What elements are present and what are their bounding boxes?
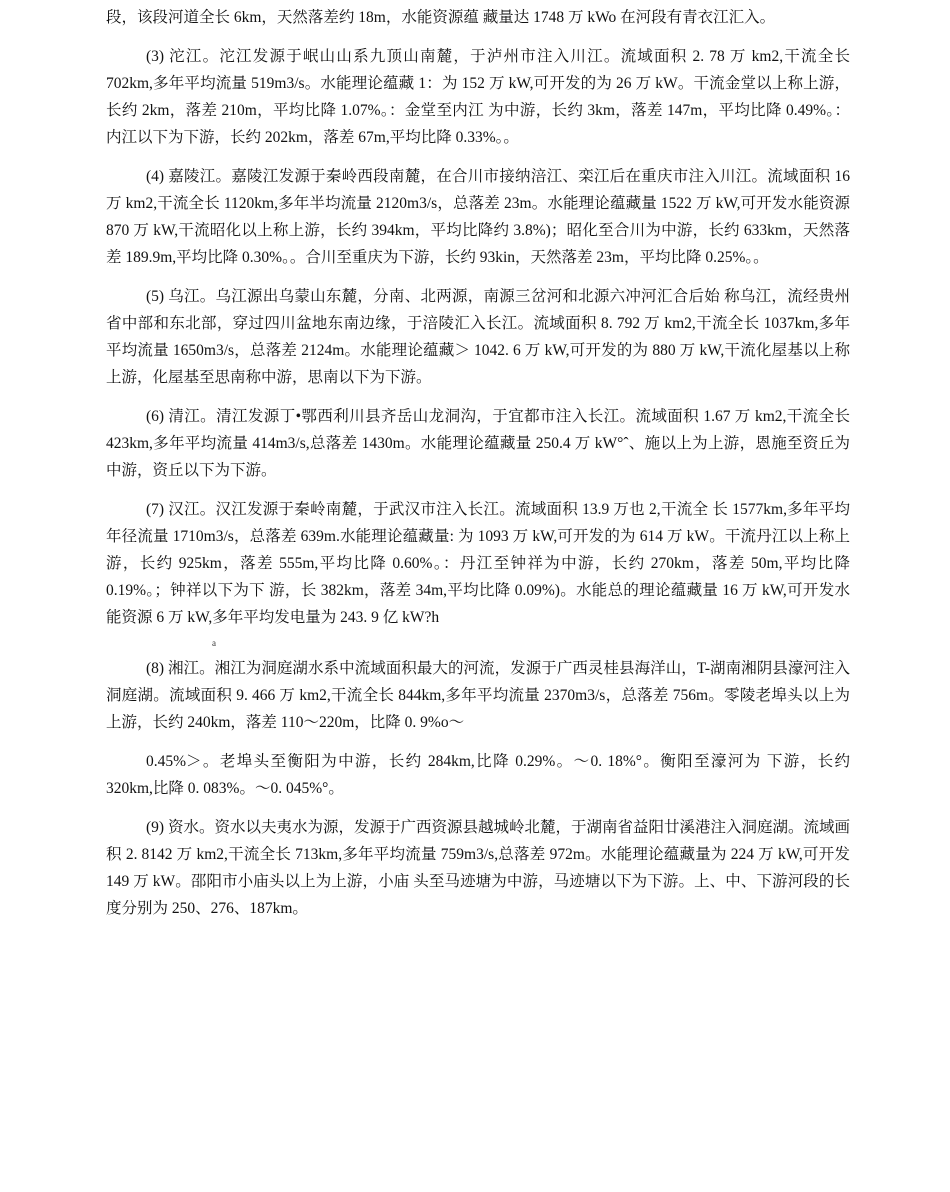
- paragraph-hanjiang: (7) 汉江。汉江发源于秦岭南麓，于武汉市注入长江。流域面积 13.9 万也 2,干流全 长 1577km,多年平均年径流量 1710m3/s，总落差 639m.水能理论蕴藏量: 为 1093 万 kW,可开发的为 614 万 kW。干流丹江以上称上游，长约 925km，落差 555m,平均比降 0.60%。：丹江至钟祥为中游，长约 270km，落差 50m,平均比降 0.19%。；钟祥以下为下 游，长 382km，落差 34m,平均比降 0.09%)。水能总的理论蕴藏量 16 万 kW,可开发水 能资源 6 万 kW,多年平均发电量为 243. 9 亿 kW?h: [106, 501, 850, 626]
- paragraph-qingjiang: (6) 清江。清江发源丁•鄂西利川县齐岳山龙洞沟，于宜都市注入长江。流域面积 1.67 万 km2,干流全长 423km,多年平均流量 414m3/s,总落差 1430m。水能理论蕴藏量 250.4 万 kW°ˆ、施以上为上游，恩施至资丘为中游，资丘以下为下游。: [106, 408, 850, 479]
- paragraph-tuojiang: (3) 沱江。沱江发源于岷山山系九顶山南麓，于泸州市注入川江。流域面积 2. 78 万 km2,干流全长 702km,多年平均流量 519m3/s。水能理论蕴藏 1：为 152 万 kW,可开发的为 26 万 kW。干流金堂以上称上游，长约 2km，落差 210m，平均比降 1.07%。：金堂至内江 为中游，长约 3km，落差 147m，平均比降 0.49%。：内江以下为下游，长约 202km，落差 67m,平均比降 0.33%。。: [106, 48, 850, 146]
- footnote-mark: a: [212, 638, 216, 648]
- paragraph-xiangjiang: (8) 湘江。湘江为洞庭湖水系中流域面积最大的河流，发源于广西灵桂县海洋山，T-湖南湘阴县濠河注入洞庭湖。流域面积 9. 466 万 km2,干流全长 844km,多年平均流量 2370m3/s，总落差 756m。零陵老埠头以上为上游，长约 240km，落差 110〜220m，比降 0. 9%o〜: [106, 660, 850, 731]
- paragraph-wujiang: (5) 乌江。乌江源出乌蒙山东麓，分南、北两源，南源三岔河和北源六冲河汇合后始 称乌江，流经贵州省中部和东北部，穿过四川盆地东南边缘，于涪陵汇入长江。流域面积 8. 792 万 km2,干流全长 1037km,多年平均流量 1650m3/s，总落差 2124m。水能理论蕴藏＞ 1042. 6 万 kW,可开发的为 880 万 kW,干流化屋基以上称上游，化屋基至思南称中游，思南以下为下游。: [106, 288, 850, 386]
- paragraph-zishui: (9) 资水。资水以夫夷水为源，发源于广西资源县越城岭北麓，于湖南省益阳廿溪港注入洞庭湖。流域画积 2. 8142 万 km2,干流全长 713km,多年平均流量 759m3/s,总落差 972m。水能理论蕴藏量为 224 万 kW,可开发 149 万 kW。邵阳市小庙头以上为上游，小庙 头至马迹塘为中游，马迹塘以下为下游。上、中、下游河段的长度分别为 250、276、187km。: [106, 819, 850, 917]
- document-page: [106, 4, 850, 934]
- paragraph-continued: 段，该段河道全长 6km，天然落差约 18m，水能资源蕴 藏量达 1748 万 kWo 在河段有青衣江汇入。: [106, 9, 776, 26]
- paragraph-jialingjiang: (4) 嘉陵江。嘉陵江发源于秦岭西段南麓，在合川市接纳涪江、栾江后在重庆市注入川江。流域面积 16 万 km2,干流全长 1120km,多年半均流量 2120m3/s，总落差 23m。水能理论蕴藏量 1522 万 kW,可开发水能资源 870 万 kW,干流昭化以上称上游，长约 394km，平均比降约 3.8%)；昭化至合川为中游，长约 633km，天然落差 189.9m,平均比降 0.30%。。合川至重庆为下游，长约 93kin，天然落差 23m，平均比降 0.25%。。: [106, 168, 850, 266]
- paragraph-xiangjiang-continued: 0.45%＞。老埠头至衡阳为中游，长约 284km,比降 0.29%。〜0. 18%°。衡阳至濠河为 下游，长约 320km,比降 0. 083%。〜0. 045%°。: [106, 753, 850, 797]
